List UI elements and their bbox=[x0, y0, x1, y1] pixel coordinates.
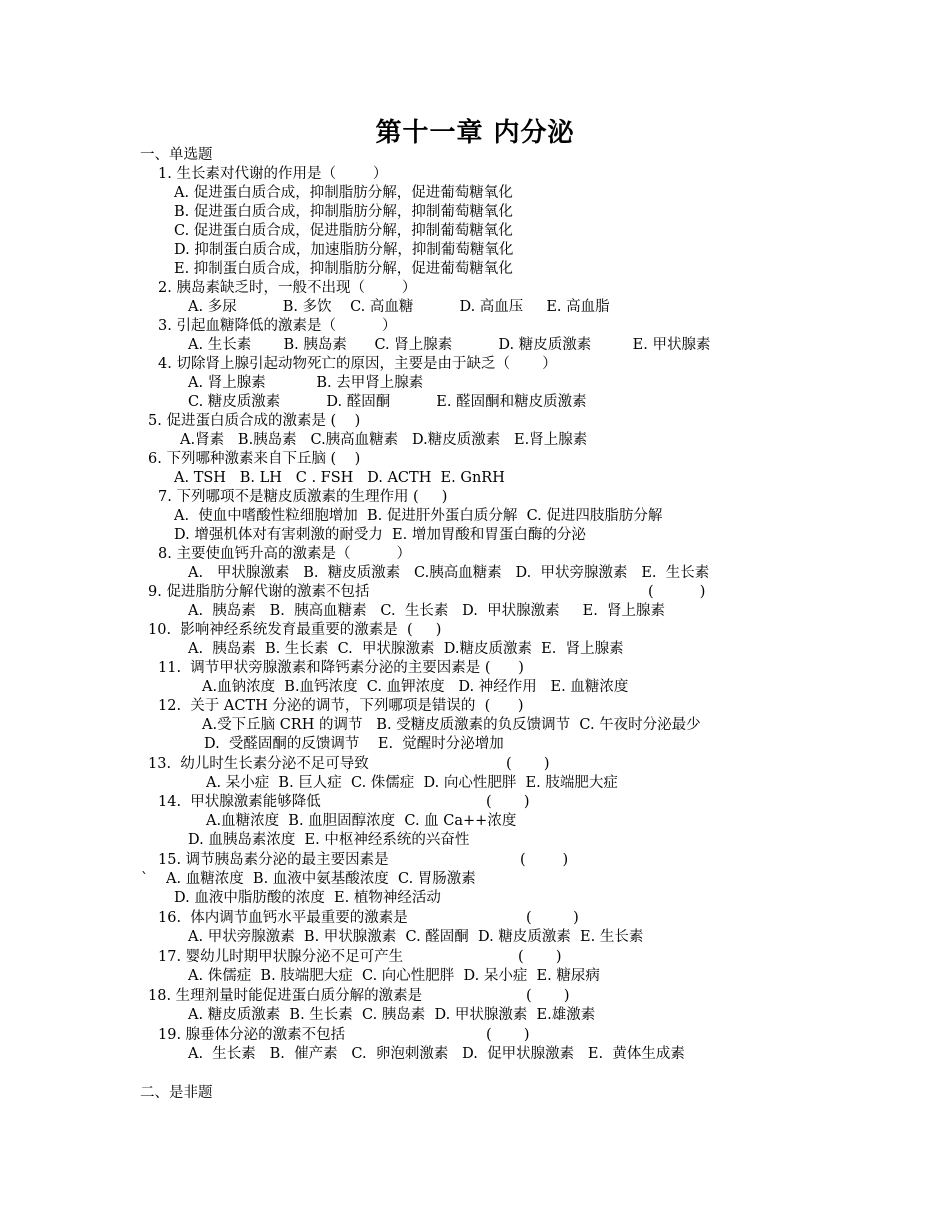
option-line: A. 胰岛素 B. 生长素 C. 甲状腺激素 D.糖皮质激素 E. 肾上腺素 bbox=[188, 641, 624, 657]
option-line: A. 甲状旁腺激素 B. 甲状腺激素 C. 醛固酮 D. 糖皮质激素 E. 生长素 bbox=[188, 929, 644, 945]
option-line: D. 抑制蛋白质合成，加速脂肪分解，抑制葡萄糖氧化 bbox=[174, 242, 514, 258]
question-2: 2. 胰岛素缺乏时，一般不出现（ ） bbox=[158, 280, 417, 296]
answer-blank: ( ) bbox=[526, 988, 570, 1004]
option-line: C. 糖皮质激素 D. 醛固酮 E. 醛固酮和糖皮质激素 bbox=[188, 394, 587, 410]
question-19: 19. 腺垂体分泌的激素不包括 bbox=[158, 1027, 346, 1043]
option-line: A.血糖浓度 B. 血胆固醇浓度 C. 血 Ca++浓度 bbox=[206, 813, 517, 829]
question-17: 17. 婴幼儿时期甲状腺分泌不足可产生 bbox=[158, 949, 404, 965]
option-line: D. 增强机体对有害刺激的耐受力 E. 增加胃酸和胃蛋白酶的分泌 bbox=[174, 527, 586, 543]
option-line: D. 受醛固酮的反馈调节 E. 觉醒时分泌增加 bbox=[204, 736, 504, 752]
question-15: 15. 调节胰岛素分泌的最主要因素是 bbox=[158, 852, 389, 868]
answer-blank: ( ) bbox=[486, 794, 530, 810]
answer-blank: ( ) bbox=[648, 584, 706, 600]
question-9: 9. 促进脂肪分解代谢的激素不包括 bbox=[148, 584, 370, 600]
option-line: C. 促进蛋白质合成，促进脂肪分解，抑制葡萄糖氧化 bbox=[174, 223, 513, 239]
section-heading: 一、单选题 bbox=[140, 147, 213, 163]
option-line: A. 血糖浓度 B. 血液中氨基酸浓度 C. 胃肠激素 bbox=[166, 871, 476, 887]
option-line: B. 促进蛋白质合成，抑制脂肪分解，抑制葡萄糖氧化 bbox=[174, 204, 513, 220]
question-7: 7. 下列哪项不是糖皮质激素的生理作用 ( ) bbox=[158, 489, 448, 505]
answer-blank: ( ) bbox=[520, 852, 569, 868]
question-16: 16. 体内调节血钙水平最重要的激素是 bbox=[158, 910, 408, 926]
question-1: 1. 生长素对代谢的作用是（ ） bbox=[158, 166, 388, 182]
option-line: A.肾素 B.胰岛素 C.胰高血糖素 D.糖皮质激素 E.肾上腺素 bbox=[180, 432, 588, 448]
question-12: 12. 关于 ACTH 分泌的调节，下列哪项是错误的 ( ) bbox=[158, 698, 524, 714]
option-line: A. 侏儒症 B. 肢端肥大症 C. 向心性肥胖 D. 呆小症 E. 糖尿病 bbox=[188, 968, 600, 984]
answer-blank: ( ) bbox=[486, 1027, 530, 1043]
option-line: A.受下丘脑 CRH 的调节 B. 受糖皮质激素的负反馈调节 C. 午夜时分泌最少 bbox=[202, 717, 701, 733]
question-6: 6. 下列哪种激素来自下丘脑 ( ) bbox=[148, 451, 361, 467]
option-line: A. 呆小症 B. 巨人症 C. 侏儒症 D. 向心性肥胖 E. 肢端肥大症 bbox=[206, 775, 618, 791]
option-line: A. 生长素 B. 催产素 C. 卵泡刺激素 D. 促甲状腺激素 E. 黄体生成素 bbox=[188, 1046, 685, 1062]
option-line: E. 抑制蛋白质合成，抑制脂肪分解，促进葡萄糖氧化 bbox=[174, 261, 513, 277]
option-line: A. TSH B. LH C . FSH D. ACTH E. GnRH bbox=[174, 470, 505, 486]
option-line: A.血钠浓度 B.血钙浓度 C. 血钾浓度 D. 神经作用 E. 血糖浓度 bbox=[202, 679, 629, 695]
chapter-title: 第十一章 内分泌 bbox=[375, 118, 575, 148]
answer-blank: ( ) bbox=[518, 949, 562, 965]
option-line: A. 甲状腺激素 B. 糖皮质激素 C.胰高血糖素 D. 甲状旁腺激素 E. 生长素 bbox=[188, 565, 710, 581]
option-line: A. 多尿 B. 多饮 C. 高血糖 D. 高血压 E. 高血脂 bbox=[188, 299, 610, 315]
option-line: D. 血胰岛素浓度 E. 中枢神经系统的兴奋性 bbox=[188, 832, 470, 848]
question-5: 5. 促进蛋白质合成的激素是 ( ) bbox=[148, 413, 361, 429]
answer-blank: ( ) bbox=[526, 910, 579, 926]
question-4: 4. 切除肾上腺引起动物死亡的原因，主要是由于缺乏（ ） bbox=[158, 356, 557, 372]
answer-blank: ( ) bbox=[506, 756, 550, 772]
section-heading: 二、是非题 bbox=[140, 1085, 213, 1101]
option-line: A. 生长素 B. 胰岛素 C. 肾上腺素 D. 糖皮质激素 E. 甲状腺素 bbox=[188, 337, 711, 353]
question-10: 10. 影响神经系统发育最重要的激素是 ( ) bbox=[148, 622, 442, 638]
question-3: 3. 引起血糖降低的激素是（ ） bbox=[158, 318, 397, 334]
question-11: 11. 调节甲状旁腺激素和降钙素分泌的主要因素是 ( ) bbox=[158, 660, 524, 676]
option-line: D. 血液中脂肪酸的浓度 E. 植物神经活动 bbox=[174, 890, 441, 906]
stray-mark: ` bbox=[141, 871, 149, 887]
question-13: 13. 幼儿时生长素分泌不足可导致 bbox=[148, 756, 369, 772]
option-line: A. 胰岛素 B. 胰高血糖素 C. 生长素 D. 甲状腺激素 E. 肾上腺素 bbox=[188, 603, 666, 619]
option-line: A. 使血中嗜酸性粒细胞增加 B. 促进肝外蛋白质分解 C. 促进四肢脂肪分解 bbox=[174, 508, 663, 524]
option-line: A. 促进蛋白质合成，抑制脂肪分解，促进葡萄糖氧化 bbox=[174, 185, 513, 201]
question-18: 18. 生理剂量时能促进蛋白质分解的激素是 bbox=[148, 988, 423, 1004]
option-line: A. 糖皮质激素 B. 生长素 C. 胰岛素 D. 甲状腺激素 E.雄激素 bbox=[188, 1007, 596, 1023]
question-8: 8. 主要使血钙升高的激素是（ ） bbox=[158, 546, 412, 562]
option-line: A. 肾上腺素 B. 去甲肾上腺素 bbox=[188, 375, 424, 391]
question-14: 14. 甲状腺激素能够降低 bbox=[158, 794, 321, 810]
